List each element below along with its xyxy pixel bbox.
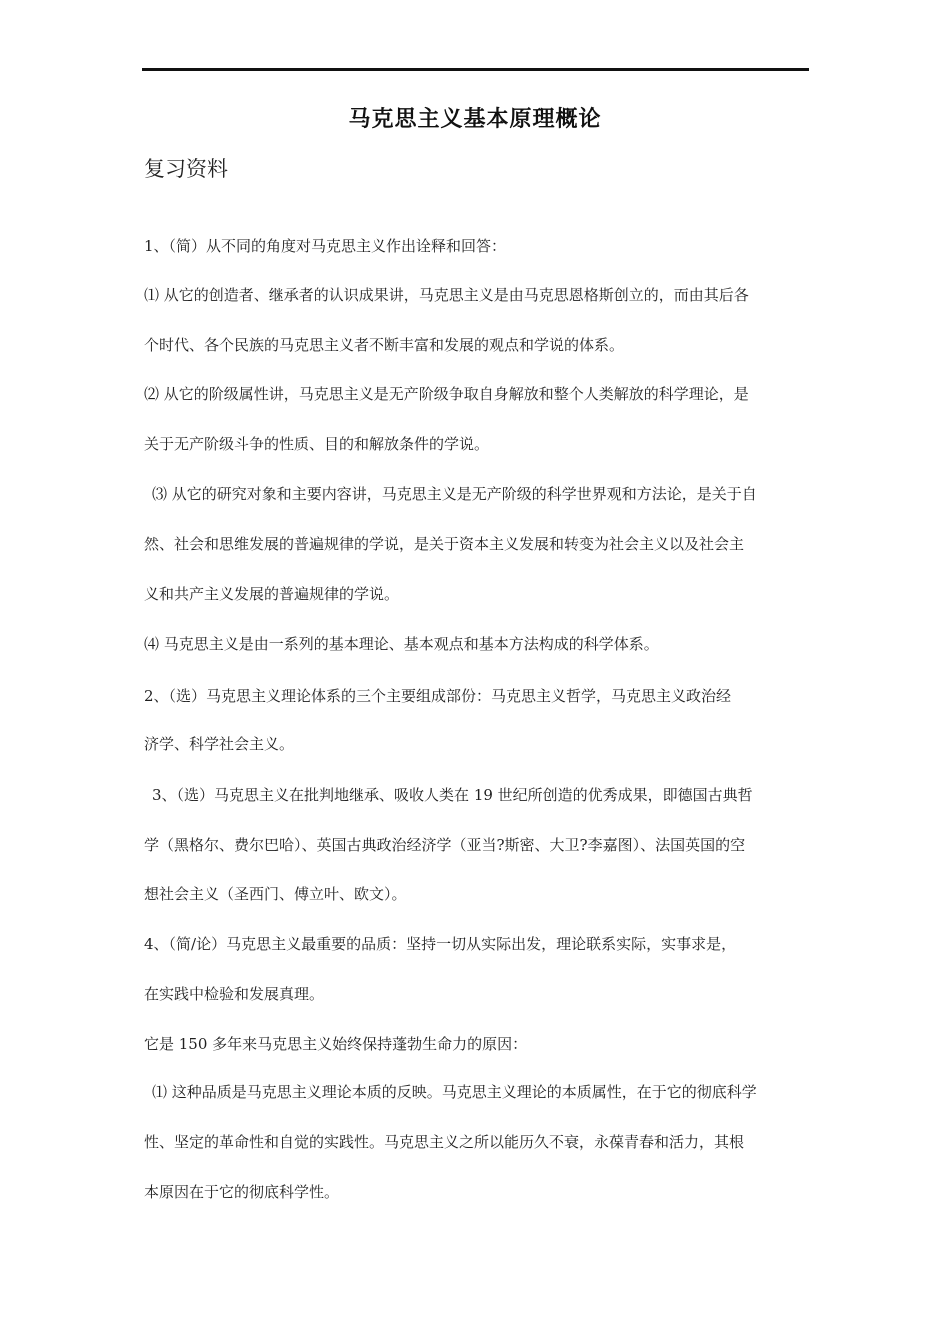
paragraph-line: 本原因在于它的彻底科学性。: [144, 1183, 340, 1201]
document-subtitle: 复习资料: [144, 157, 228, 181]
paragraph-line: ⑴ 从它的创造者、继承者的认识成果讲，马克思主义是由马克思恩格斯创立的，而由其后各: [144, 286, 749, 304]
paragraph-line: 想社会主义（圣西门、傅立叶、欧文）。: [144, 885, 407, 903]
paragraph-line: 性、坚定的革命性和自觉的实践性。马克思主义之所以能历久不衰，永葆青春和活力，其根: [144, 1133, 745, 1151]
paragraph-line: 3、（选）马克思主义在批判地继承、吸收人类在 19 世纪所创造的优秀成果，即德国古典哲: [152, 786, 753, 804]
paragraph-line: 它是 150 多年来马克思主义始终保持蓬勃生命力的原因：: [144, 1035, 528, 1053]
header-rule: [142, 68, 809, 71]
paragraph-line: 义和共产主义发展的普遍规律的学说。: [144, 585, 400, 603]
paragraph-line: 个时代、各个民族的马克思主义者不断丰富和发展的观点和学说的体系。: [144, 336, 625, 354]
paragraph-line: 在实践中检验和发展真理。: [144, 985, 325, 1003]
paragraph-line: ⑵ 从它的阶级属性讲，马克思主义是无产阶级争取自身解放和整个人类解放的科学理论，是: [144, 385, 749, 403]
paragraph-line: ⑷ 马克思主义是由一系列的基本理论、基本观点和基本方法构成的科学体系。: [144, 635, 659, 653]
paragraph-line: 学（黑格尔、费尔巴哈）、英国古典政治经济学（亚当?斯密、大卫?李嘉图）、法国英国的空: [144, 836, 746, 854]
paragraph-line: 1、（简）从不同的角度对马克思主义作出诠释和回答：: [144, 237, 507, 255]
paragraph-line: ⑶ 从它的研究对象和主要内容讲，马克思主义是无产阶级的科学世界观和方法论，是关于自: [152, 485, 757, 503]
paragraph-line: 然、社会和思维发展的普遍规律的学说，是关于资本主义发展和转变为社会主义以及社会主: [144, 535, 745, 553]
paragraph-line: 4、（简/论）马克思主义最重要的品质：坚持一切从实际出发，理论联系实际，实事求是，: [144, 935, 737, 953]
paragraph-line: 关于无产阶级斗争的性质、目的和解放条件的学说。: [144, 435, 490, 453]
paragraph-line: ⑴ 这种品质是马克思主义理论本质的反映。马克思主义理论的本质属性，在于它的彻底科学: [152, 1083, 757, 1101]
paragraph-line: 2、（选）马克思主义理论体系的三个主要组成部份：马克思主义哲学，马克思主义政治经: [144, 687, 732, 705]
document-title: 马克思主义基本原理概论: [348, 106, 602, 132]
paragraph-line: 济学、科学社会主义。: [144, 735, 295, 753]
